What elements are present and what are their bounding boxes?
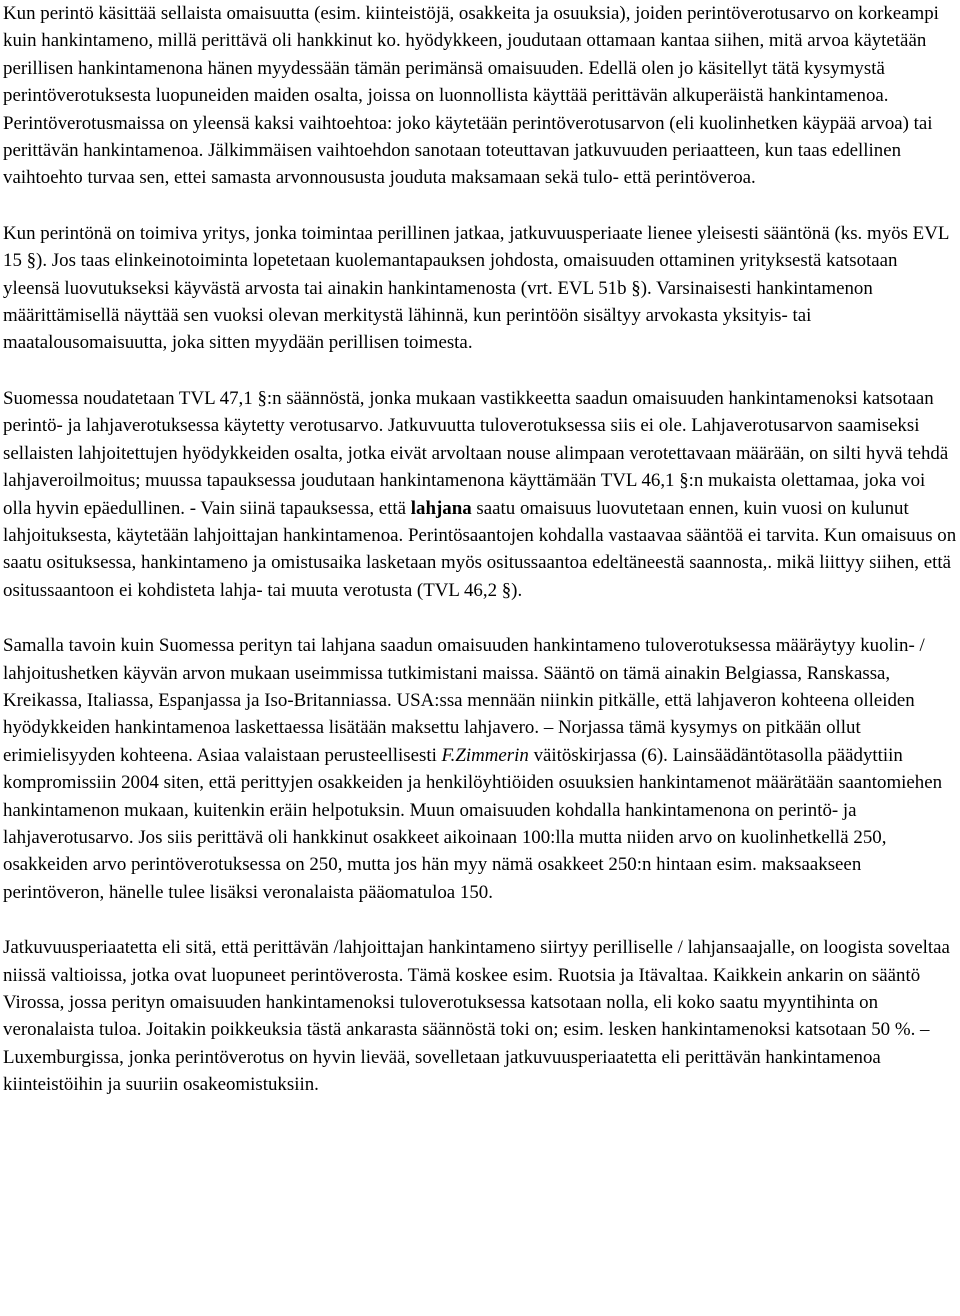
- paragraph-continuity-principle: [3, 934, 957, 1098]
- emphasis-bold-lahjana: lahjana: [410, 497, 472, 519]
- paragraph-other-countries: [3, 632, 957, 906]
- paragraph-text: Kun perintö käsittää sellaista omaisuutta (esim. kiinteistöjä, osakkeita ja osuuksia), joiden perintöverotusarvo on korkeampi kuin hankintameno, millä perittävä oli hankkinut ko. hyödykkeen, joudutaan ottamaan kantaa siihen, mitä arvoa käytetään perillisen hankintamenona hänen myydessään tämän perimänsä omaisuuden. Edellä olen jo käsitellyt tätä kysymystä perintöverotuksesta luopuneiden maiden osalta, joissa on luonnollista käyttää perittävän alkuperäistä hankintamenoa. Perintöverotusmaissa on yleensä kaksi vaihtoehtoa: joko käytetään perintöverotusarvon (eli kuolinhetken käypää arvoa) tai perittävän hankintamenoa. Jälkimmäisen vaihtoehdon sanotaan toteuttavan jatkuvuuden periaatteen, kun taas edellinen vaihtoehto turvaa sen, ettei samasta arvonnoususta jouduta maksamaan sekä tulo- että perintöveroa.: [3, 3, 939, 189]
- paragraph-inheritance-cost-basis: [3, 0, 957, 192]
- paragraph-finland-rules: [3, 385, 957, 604]
- paragraph-text: Kun perintönä on toimiva yritys, jonka toimintaa perillinen jatkaa, jatkuvuusperiaate lienee yleisesti sääntönä (ks. myös EVL 15 §). Jos taas elinkeinotoiminta lopetetaan kuolemantapauksen johdosta, omaisuuden ottaminen yrityksestä katsotaan yleensä luovutukseksi käyvästä arvosta tai ainakin hankintamenosta (vrt. EVL 51b §). Varsinaisesti hankintamenon määrittämisellä näyttää sen vuoksi olevan merkitystä lähinnä, kun perintöön sisältyy arvokasta yksityis- tai maatalousomaisuutta, joka sitten myydään perillisen toimesta.: [3, 222, 949, 354]
- paragraph-business-continuity: [3, 220, 957, 357]
- emphasis-italic-author: F.Zimmerin: [441, 744, 529, 766]
- paragraph-text: saatu omaisuus luovutetaan ennen, kuin vuosi on kulunut lahjoituksesta, käytetään lahjoittajan hankintamenoa. Perintösaantojen kohdalla vastaavaa sääntöä ei tarvita. Kun omaisuus on saatu osituksessa, hankintameno ja omistusaika lasketaan myös ositussaantoa edeltäneestä saannosta,. mikä liittyy siihen, että ositussaantoon ei kohdisteta lahja- tai muuta verotusta (TVL 46,2 §).: [3, 497, 957, 601]
- paragraph-text: Jatkuvuusperiaatetta eli sitä, että perittävän /lahjoittajan hankintameno siirtyy perilliselle / lahjansaajalle, on loogista soveltaa niissä valtioissa, jotka ovat luopuneet perintöverosta. Tämä koskee esim. Ruotsia ja Itävaltaa. Kaikkein ankarin on sääntö Virossa, jossa perityn omaisuuden hankintamenoksi tuloverotuksessa katsotaan nolla, eli koko saatu myyntihinta on veronalaista tuloa. Joitakin poikkeuksia tästä ankarasta säännöstä toki on; esim. lesken hankintamenoksi katsotaan 50 %. – Luxemburgissa, jonka perintöverotus on hyvin lievää, sovelletaan jatkuvuusperiaatetta eli perittävän hankintamenoa kiinteistöihin ja suuriin osakeomistuksiin.: [3, 937, 950, 1096]
- paragraph-text: Suomessa noudatetaan TVL 47,1 §:n säännöstä, jonka mukaan vastikkeetta saadun omaisuuden hankintamenoksi katsotaan perintö- ja lahjaverotuksessa käytetty verotusarvo. Jatkuvuutta tuloverotuksessa siis ei ole. Lahjaverotusarvon saamiseksi sellaisten lahjoitettujen hyödykkeiden osalta, jotka eivät arvoltaan nouse alimpaan verotettavaan määrään, on silti hyvä tehdä lahjaveroilmoitus; muussa tapauksessa joudutaan hankintamenona käyttämään TVL 46,1 §:n mukaista olettamaa, joka voi olla hyvin epäedullinen. - Vain siinä tapauksessa, että: [3, 387, 949, 519]
- paragraph-text: Samalla tavoin kuin Suomessa perityn tai lahjana saadun omaisuuden hankintameno tuloverotuksessa määräytyy kuolin- / lahjoitushetken käyvän arvon mukaan useimmissa tutkimistani maissa. Sääntö on tämä ainakin Belgiassa, Ranskassa, Kreikassa, Italiassa, Espanjassa ja Iso-Britanniassa. USA:ssa mennään niinkin pitkälle, että lahjaveron kohteena olleiden hyödykkeiden hankintamenoa laskettaessa lisätään maksettu lahjavero. – Norjassa tämä kysymys on pitkään ollut erimielisyyden kohteena. Asiaa valaistaan perusteellisesti: [3, 635, 925, 766]
- paragraph-text: väitöskirjassa (6). Lainsäädäntötasolla päädyttiin kompromissiin 2004 siten, että perittyjen osakkeiden ja henkilöyhtiöiden osuuksien hankintamenot määrätään saantomiehen hankintamenon mukaan, kuitenkin eräin helpotuksin. Muun omaisuuden kohdalla hankintamenona on perintö- ja lahjaverotusarvo. Jos siis perittävä oli hankkinut osakkeet aikoinaan 100:lla mutta niiden arvo on kuolinhetkellä 250, osakkeiden arvo perintöverotuksessa on 250, mutta jos hän myy nämä osakkeet 250:n hintaan esim. maksaakseen perintöveron, hänelle tulee lisäksi veronalaista pääomatuloa 150.: [3, 744, 943, 903]
